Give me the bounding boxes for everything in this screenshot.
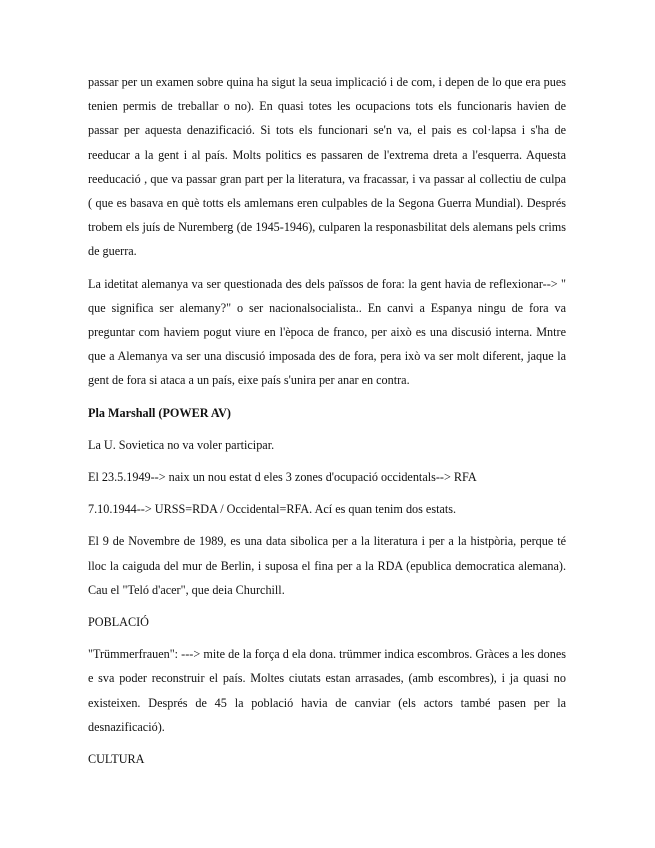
paragraph-ussr: La U. Sovietica no va voler participar. [88,437,275,452]
paragraph-denazification: passar per un examen sobre quina ha sigut la seua implicació i de com, i depen de lo que era pues tenien permis de treballar o no). En quasi totes les ocupacions tots els funcionaris havien de passar per aquesta denazificació. Si tots els funcionari se'n va, el pais es col·lapsa i s'ha de reeducar a la gent i al país. Molts politics es passaren de l'extrema dreta a l'esquerra. Aquesta reeducació , que va passar gran part per la literatura, va fracassar, i va passar al collectiu de culpa ( que es basava en què totts els amlemans eren culpables de la Segona Guerra Mundial). Després trobem els juís de Nuremberg (de 1945-1946), culparen la responasbilitat dels alemans pels crims de guerra. [88,75,566,259]
heading-marshall-plan: Pla Marshall (POWER AV) [88,405,231,420]
paragraph-rfa: El 23.5.1949--> naix un nou estat d eles 3 zones d'ocupació occidentals--> RFA [88,470,477,485]
paragraph-two-states: 7.10.1944--> URSS=RDA / Occidental=RFA. Ací es quan tenim dos estats. [88,502,457,517]
heading-cultura: CULTURA [88,752,145,767]
paragraph-berlin-wall: El 9 de Novembre de 1989, es una data sibolica per a la literatura i per a la histpòria, perque té lloc la caiguda del mur de Berlin, i suposa el fina per a la RDA (epublica democratica alemana). Cau el "Teló d'acer", que deia Churchill. [88,534,566,597]
heading-poblacio: POBLACIÓ [88,615,149,630]
document-body [88,70,566,779]
paragraph-identity: La idetitat alemanya va ser questionada des dels païssos de fora: la gent havia de reflexionar--> " que significa ser alemany?" o ser nacionalsocialista.. En canvi a Espanya ningu de fora va preguntar com haviem pogut viure en l'època de franco, per això es una discusió interna. Mntre que a Alemanya va ser una discusió imposada des de fora, pera ixò va ser molt diferent, jaque la gent de fora si ataca a un país, eixe país s'unira per anar en contra. [88,276,566,388]
paragraph-trummerfrauen: "Trümmerfrauen": ---> mite de la força d ela dona. trümmer indica escombros. Gràces a les dones e sva poder reconstruir el país. Moltes ciutats estan arrasades, (amb escombres), i ja quasi no existeixen. Després de 45 la població havia de canviar (els actors també pasen per la desnazificació). [88,647,566,734]
